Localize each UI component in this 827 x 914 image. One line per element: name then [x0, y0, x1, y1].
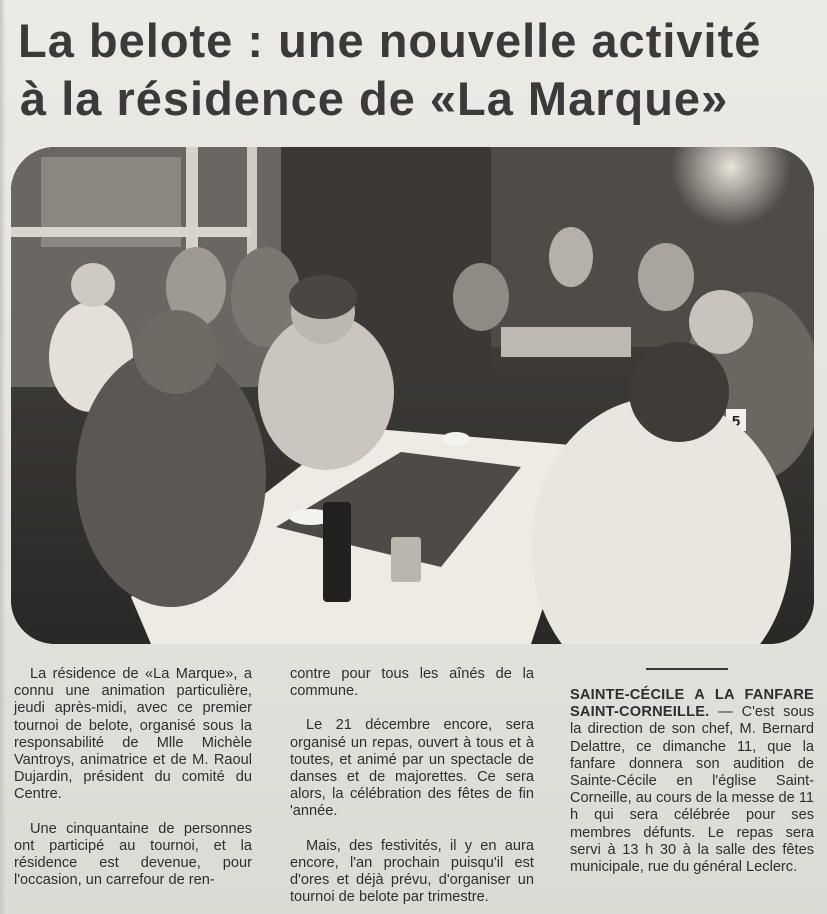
article-headline	[18, 12, 818, 128]
person-back-2	[549, 227, 593, 287]
headline-line-1: La belote : une nouvelle activité	[18, 14, 762, 67]
window-frame-2	[247, 147, 257, 257]
col1-paragraph-2: Une cinquantaine de personnes ont participé au tournoi, et la résidence est devenue, pour l'occasion, un carrefour de ren-	[14, 820, 252, 889]
person-back-1	[453, 263, 509, 331]
col1-paragraph-1: La résidence de «La Marque», a connu une animation particulière, jeudi après-midi, avec ce premier tournoi de belote, organisé sous la responsabilité de Mlle Michèle Vantroys, animatrice et de M. Raoul Dujardin, président du comité du Centre.	[14, 666, 252, 803]
photo-scene	[11, 147, 814, 644]
column-3	[570, 660, 814, 876]
col3-heading: SAINTE-CÉCILE A LA FANFARE SAINT-CORNEILLE.	[570, 687, 814, 721]
col2-paragraph-1: contre pour tous les aînés de la commune.	[290, 666, 534, 700]
cup-2	[442, 432, 470, 446]
headline-line-2: à la résidence de «La Marque»	[20, 72, 729, 125]
person-back-3	[638, 243, 694, 311]
woman-white-head	[71, 263, 115, 307]
back-table	[501, 327, 631, 357]
bottle	[323, 502, 351, 602]
window-sill	[11, 227, 251, 237]
page-edge-shadow	[0, 0, 6, 914]
woman-center-hair	[289, 275, 357, 319]
woman-front-head	[134, 310, 218, 394]
number-card-label: 5	[731, 413, 741, 430]
col3-body: — C'est sous la direction de son chef, M. Bernard Delattre, ce dimanche 11, que la fanfare donnera son audition de Sainte-Cécile en l'église Saint-Corneille, au cours de la messe de 11 h qui sera célébrée pour ses membres défunts. Le repas sera servi à 13 h 30 à la salle des fêtes municipale, rue du général Leclerc.	[570, 704, 814, 876]
article-photo	[11, 147, 814, 644]
glass	[391, 537, 421, 582]
col3-paragraph	[570, 687, 814, 876]
col2-paragraph-3: Mais, des festivités, il y en aura encore, l'an prochain puisqu'il est d'ores et déjà prévu, d'organiser un tournoi de belote par trimestre.	[290, 837, 534, 906]
man-front-head	[629, 342, 729, 442]
column-1	[14, 666, 252, 889]
col2-paragraph-2: Le 21 décembre encore, sera organisé un repas, ouvert à tous et à toutes, et animé par un spectacle de danses et de majorettes. Ce sera alors, la célébration des fêtes de fin 'année.	[290, 717, 534, 820]
man-right-head	[689, 290, 753, 354]
column-2	[290, 666, 534, 906]
